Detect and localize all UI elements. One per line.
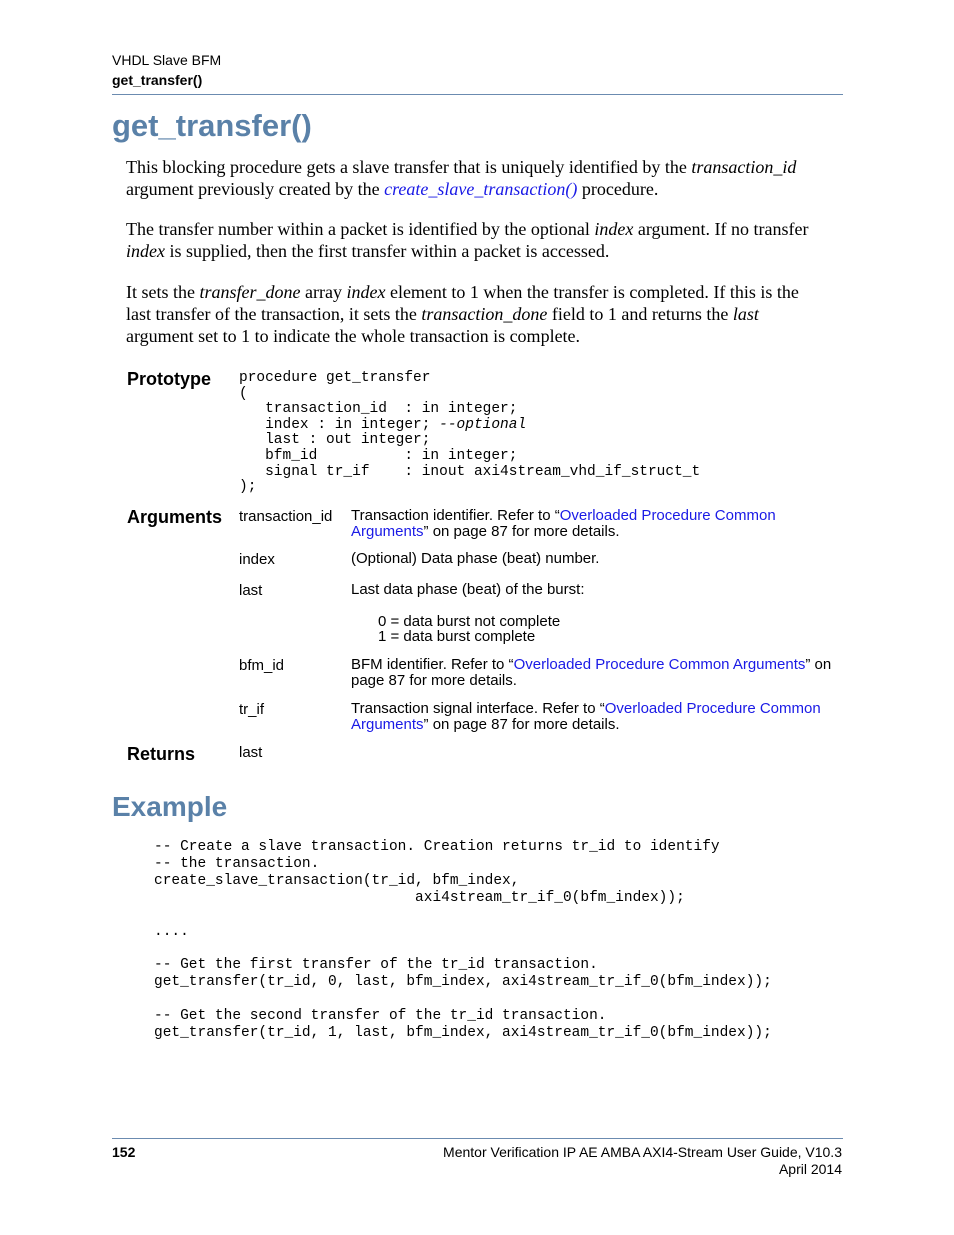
arg-desc-tr-if: Transaction signal interface. Refer to “Overloaded Procedure Common Arguments” on page 87 for more details.	[351, 700, 821, 733]
intro-paragraph-1: This blocking procedure gets a slave transfer that is uniquely identified by the transaction_id argument previously created by the create_slave_transaction() procedure.	[126, 157, 797, 199]
returns-value: last	[239, 744, 263, 761]
arg-name-bfm-id: bfm_id	[239, 657, 285, 674]
footer-rule	[112, 1138, 843, 1139]
intro-paragraph-2: The transfer number within a packet is identified by the optional index argument. If no transfer index is supplied, then the first transfer within a packet is accessed.	[126, 219, 809, 261]
overloaded-args-link[interactable]: Overloaded Procedure Common Arguments	[513, 656, 806, 673]
overloaded-args-link[interactable]: Overloaded Procedure Common Arguments	[351, 507, 776, 540]
header-rule	[112, 94, 843, 95]
create-slave-transaction-link[interactable]: create_slave_transaction()	[384, 179, 578, 199]
page-number: 152	[112, 1144, 136, 1160]
arg-name-transaction-id: transaction_id	[239, 508, 333, 525]
arg-name-tr-if: tr_if	[239, 701, 265, 718]
arg-desc-bfm-id: BFM identifier. Refer to “Overloaded Procedure Common Arguments” on page 87 for more details.	[351, 656, 832, 689]
arg-name-last: last	[239, 582, 263, 599]
overloaded-args-link[interactable]: Overloaded Procedure Common Arguments	[351, 700, 821, 733]
arg-desc-last: Last data phase (beat) of the burst:	[351, 581, 585, 598]
intro-paragraph-3: It sets the transfer_done array index element to 1 when the transfer is completed. If this is the last transfer of the transaction, it sets the transaction_done field to 1 and returns the last argument set to 1 to indicate the whole transaction is complete.	[126, 282, 799, 346]
running-header-topic: get_transfer()	[112, 72, 203, 88]
returns-label: Returns	[127, 744, 196, 764]
running-header-section: VHDL Slave BFM	[112, 52, 222, 68]
example-heading: Example	[112, 791, 228, 822]
arg-name-index: index	[239, 551, 275, 568]
arg-desc-transaction-id: Transaction identifier. Refer to “Overloaded Procedure Common Arguments” on page 87 for more details.	[351, 507, 776, 540]
arguments-label: Arguments	[127, 507, 223, 527]
example-code: -- Create a slave transaction. Creation returns tr_id to identify -- the transaction. create_slave_transaction(tr_id, bfm_index, axi4stream_tr_if_0(bfm_index)); .... -- Get the first transfer of the tr_id transaction. get_transfer(tr_id, 0, last, bfm_index, axi4stream_tr_if_0(bfm_index)); -- Get the second transfer of the tr_id transaction. get_transfer(tr_id, 1, last, bfm_index, axi4stream_tr_if_0(bfm_index));	[154, 839, 772, 1041]
footer-doc-title: Mentor Verification IP AE AMBA AXI4-Stream User Guide, V10.3	[443, 1144, 842, 1160]
arg-last-option-0: 0 = data burst not complete	[378, 613, 561, 630]
prototype-code: procedure get_transfer ( transaction_id : in integer; index : in integer; --optional last : out integer; bfm_id : in integer; signal tr_if : inout axi4stream_vhd_if_struct_t );	[239, 370, 701, 496]
page-title: get_transfer()	[112, 108, 312, 143]
footer-date: April 2014	[778, 1161, 842, 1177]
arg-desc-index: (Optional) Data phase (beat) number.	[351, 550, 600, 567]
arg-last-option-1: 1 = data burst complete	[378, 628, 536, 645]
prototype-label: Prototype	[127, 369, 212, 389]
